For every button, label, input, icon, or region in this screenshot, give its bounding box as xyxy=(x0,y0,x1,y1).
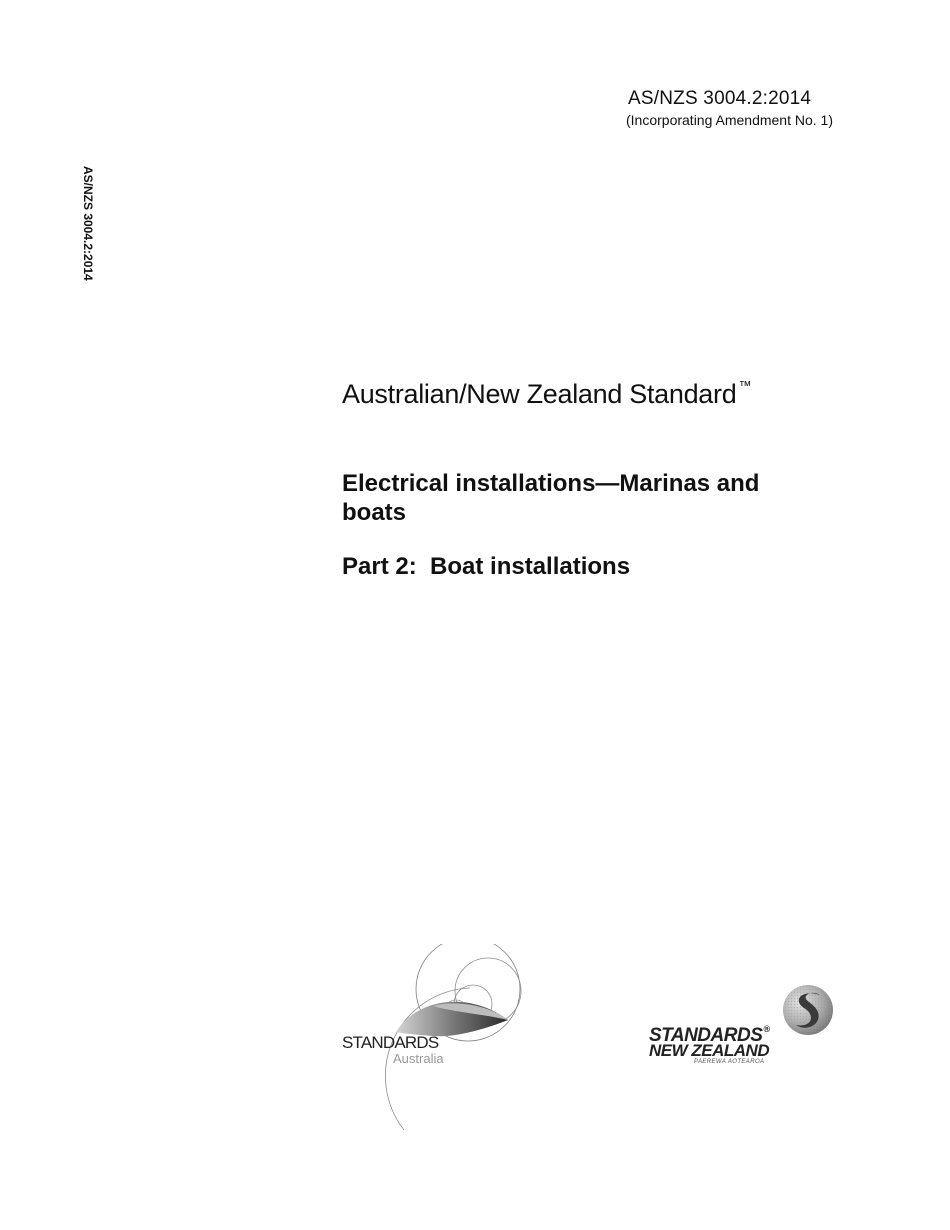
standards-australia-sub: Australia xyxy=(393,1051,444,1066)
trademark-symbol: ™ xyxy=(738,378,752,393)
document-title: Electrical installations—Marinas and boats xyxy=(342,470,760,526)
standards-nz-word: STANDARDS xyxy=(649,1025,763,1046)
standards-nz-sub: PAEREWA AOTEAROA xyxy=(694,1059,765,1065)
spine-text: AS/NZS 3004.2:2014 xyxy=(81,166,95,281)
standards-nz-logo xyxy=(646,982,846,1072)
standard-type xyxy=(342,378,751,410)
standards-australia-logo xyxy=(338,944,538,1134)
document-part: Part 2: Boat installations xyxy=(342,553,631,580)
document-number: AS/NZS 3004.2:2014 xyxy=(628,88,812,109)
standards-nz-line2: NEW ZEALAND xyxy=(649,1041,770,1060)
amendment-note: (Incorporating Amendment No. 1) xyxy=(626,112,833,128)
spine-label xyxy=(80,166,100,306)
standard-type-text: Australian/New Zealand Standard xyxy=(342,379,737,409)
standards-australia-word: STANDARDS xyxy=(342,1033,439,1052)
registered-symbol: ® xyxy=(763,1024,770,1034)
